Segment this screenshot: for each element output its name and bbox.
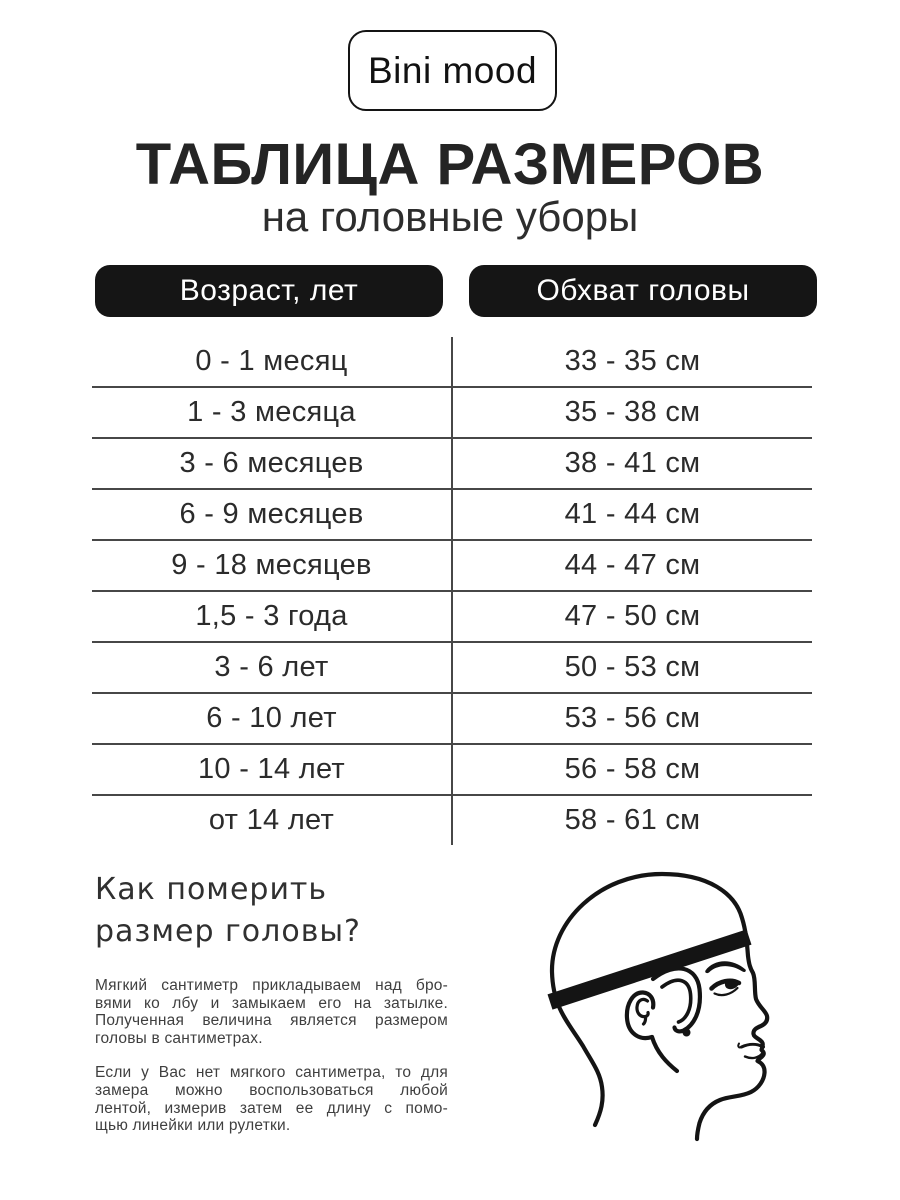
head-circumference-cell: 53 - 56 см (564, 702, 701, 734)
hair-curl-inner (662, 980, 691, 1022)
age-cell: 3 - 6 лет (92, 643, 453, 692)
brand-logo-text: Bini mood (367, 49, 538, 91)
howto-heading (95, 869, 435, 953)
howto-heading-line: размер головы? (95, 914, 361, 949)
age-cell: 9 - 18 месяцев (92, 541, 453, 590)
table-row (92, 337, 812, 386)
jaw-line (652, 1037, 677, 1071)
column-header-head-circumference: Обхват головы (469, 265, 817, 317)
paragraph-line: замера можно воспользоваться любой (95, 1081, 448, 1099)
ear-inner (637, 999, 648, 1024)
hair-curl-dot (683, 1029, 691, 1037)
table-row (92, 794, 812, 845)
head-circumference-cell: 47 - 50 см (564, 600, 701, 632)
head-circumference-cell: 41 - 44 см (564, 498, 701, 530)
size-table (92, 337, 812, 845)
head-profile-illustration (540, 860, 880, 1200)
paragraph-line: щью линейки или рулетки. (95, 1117, 291, 1135)
column-header-age: Возраст, лет (95, 265, 443, 317)
head-circumference-cell: 33 - 35 см (564, 345, 701, 377)
eyebrow (705, 961, 746, 973)
head-circumference-cell: 56 - 58 см (564, 753, 701, 785)
mouth-corner (738, 1044, 741, 1048)
howto-paragraphs (95, 977, 448, 1152)
eye-lower-lid (715, 988, 738, 995)
age-cell: 6 - 10 лет (92, 694, 453, 743)
howto-paragraph (95, 1064, 448, 1134)
head-circumference-cell: 58 - 61 см (564, 804, 701, 836)
paragraph-line: Мягкий сантиметр прикладываем над бро- (95, 977, 448, 994)
age-cell: 1 - 3 месяца (92, 388, 453, 437)
mouth-line (742, 1044, 764, 1047)
page-title: ТАБЛИЦА РАЗМЕРОВ (135, 132, 765, 197)
age-cell: 10 - 14 лет (92, 745, 453, 794)
page-subtitle: на головные уборы (261, 193, 639, 240)
howto-heading-line: Как померить (95, 872, 328, 907)
table-row (92, 539, 812, 590)
table-row (92, 641, 812, 692)
paragraph-line: Полученная величина является размером (95, 1012, 448, 1030)
howto-paragraph (95, 977, 448, 1047)
head-circumference-cell: 35 - 38 см (564, 396, 701, 428)
age-cell: 0 - 1 месяц (92, 337, 453, 386)
table-row (92, 590, 812, 641)
head-circumference-cell: 50 - 53 см (564, 651, 701, 683)
measuring-tape-band (550, 937, 749, 1002)
brand-logo (348, 30, 557, 111)
paragraph-line: вями ко лбу и замыкаем его на затылке. (95, 994, 448, 1012)
head-circumference-cell: 38 - 41 см (564, 447, 701, 479)
age-cell: 3 - 6 месяцев (92, 439, 453, 488)
age-cell: от 14 лет (92, 796, 453, 845)
table-header (95, 265, 817, 317)
age-cell: 1,5 - 3 года (92, 592, 453, 641)
head-outline (552, 874, 767, 1139)
table-row (92, 488, 812, 539)
hair-curl (653, 968, 700, 1031)
paragraph-line: головы в сантиметрах. (95, 1029, 263, 1047)
table-row (92, 743, 812, 794)
age-cell: 6 - 9 месяцев (92, 490, 453, 539)
table-row (92, 437, 812, 488)
table-row (92, 386, 812, 437)
head-circumference-cell: 44 - 47 см (564, 549, 701, 581)
paragraph-line: лентой, измерив затем ее длину с помо- (95, 1099, 448, 1117)
paragraph-line: Если у Вас нет мягкого сантиметра, то для (95, 1064, 448, 1082)
table-row (92, 692, 812, 743)
